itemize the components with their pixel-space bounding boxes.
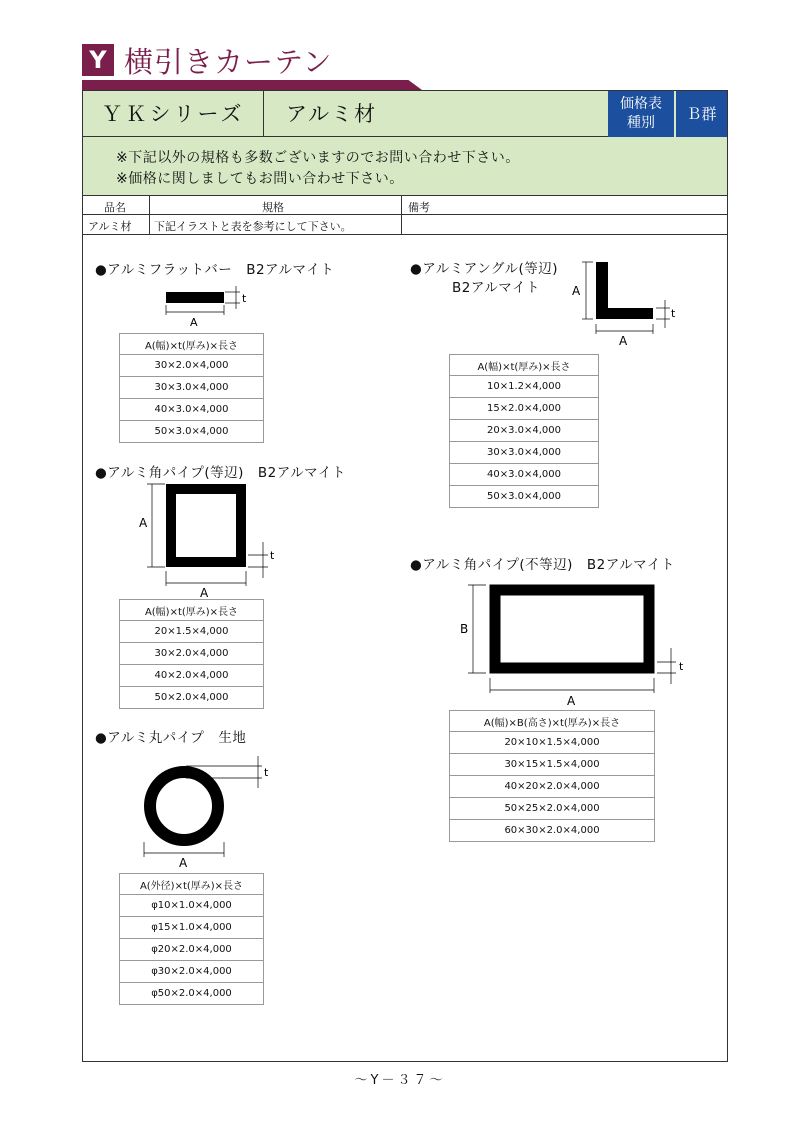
rect-pipe-row: 50×25×2.0×4,000 (450, 798, 655, 820)
flat-bar-row: 50×3.0×4,000 (120, 421, 264, 443)
angle-table (449, 354, 599, 508)
angle-title: ●アルミアングル(等辺) (410, 261, 559, 277)
price-type-badge (608, 91, 674, 137)
round-pipe-shape (150, 772, 218, 840)
note-1: ※下記以外の規格も多数ございますのでお問い合わせ下さい。 (116, 150, 520, 166)
info-table-divider-2 (401, 196, 402, 234)
flat-bar-row: 40×3.0×4,000 (120, 399, 264, 421)
angle-t-label: t (671, 307, 676, 320)
angle-a-side-label: A (572, 284, 581, 298)
page-number: ～Y－３７～ (354, 1073, 446, 1088)
angle-table-header: A(幅)×t(厚み)×長さ (450, 355, 599, 376)
round-pipe-table-header: A(外径)×t(厚み)×長さ (120, 874, 264, 895)
angle-row: 50×3.0×4,000 (450, 486, 599, 508)
info-header-remark: 備考 (408, 201, 430, 214)
angle-row: 10×1.2×4,000 (450, 376, 599, 398)
price-type-line2: 種別 (627, 115, 655, 131)
info-header-name: 品名 (104, 201, 126, 214)
round-pipe-row: φ30×2.0×4,000 (120, 961, 264, 983)
square-pipe-row: 30×2.0×4,000 (120, 643, 264, 665)
square-pipe-table (119, 599, 264, 709)
flat-bar-title: ●アルミフラットバー B2アルマイト (95, 262, 335, 278)
angle-subtitle: B2アルマイト (452, 280, 541, 296)
rect-pipe-diagram (452, 578, 702, 708)
round-pipe-row: φ50×2.0×4,000 (120, 983, 264, 1005)
angle-row: 40×3.0×4,000 (450, 464, 599, 486)
round-pipe-title: ●アルミ丸パイプ 生地 (95, 730, 247, 746)
flat-bar-table-header: A(幅)×t(厚み)×長さ (120, 334, 264, 355)
rect-pipe-row: 60×30×2.0×4,000 (450, 820, 655, 842)
angle-a-label: A (619, 334, 628, 348)
rect-pipe-title: ●アルミ角パイプ(不等辺) B2アルマイト (410, 557, 675, 573)
info-table-divider-1 (149, 196, 150, 234)
rect-pipe-row: 30×15×1.5×4,000 (450, 754, 655, 776)
rect-pipe-row: 20×10×1.5×4,000 (450, 732, 655, 754)
rect-pipe-t-label: t (679, 660, 684, 673)
rect-pipe-b-label: B (460, 622, 469, 636)
round-pipe-a-label: A (179, 856, 188, 870)
rect-pipe-shape (495, 590, 649, 668)
flat-bar-row: 30×2.0×4,000 (120, 355, 264, 377)
round-pipe-table (119, 873, 264, 1005)
rect-pipe-table (449, 710, 655, 842)
square-pipe-row: 20×1.5×4,000 (120, 621, 264, 643)
material-label: アルミ材 (264, 91, 608, 137)
square-pipe-shape (171, 489, 241, 562)
square-pipe-row: 40×2.0×4,000 (120, 665, 264, 687)
angle-row: 20×3.0×4,000 (450, 420, 599, 442)
angle-diagram (568, 258, 688, 353)
rect-pipe-a-label: A (567, 694, 576, 708)
rect-pipe-table-header: A(幅)×B(高さ)×t(厚み)×長さ (450, 711, 655, 732)
price-type-line1: 価格表 (620, 96, 662, 112)
round-pipe-diagram (130, 752, 280, 872)
angle-shape (596, 262, 653, 319)
flat-bar-row: 30×3.0×4,000 (120, 377, 264, 399)
square-pipe-t-label: t (270, 549, 275, 562)
square-pipe-a-label: A (200, 586, 209, 600)
round-pipe-t-label: t (264, 766, 269, 779)
flat-bar-t-label: t (242, 292, 247, 305)
category-badge: Y (82, 44, 114, 76)
info-header-spec: 規格 (262, 201, 284, 214)
round-pipe-row: φ20×2.0×4,000 (120, 939, 264, 961)
rect-pipe-row: 40×20×2.0×4,000 (450, 776, 655, 798)
square-pipe-title: ●アルミ角パイプ(等辺) B2アルマイト (95, 465, 346, 481)
info-spec: 下記イラストと表を参考にして下さい。 (154, 220, 352, 233)
title-underline (82, 80, 422, 90)
group-badge: Ｂ群 (676, 91, 727, 137)
flat-bar-table (119, 333, 264, 443)
info-name: アルミ材 (88, 220, 132, 233)
square-pipe-row: 50×2.0×4,000 (120, 687, 264, 709)
page-title: 横引きカーテン (124, 45, 333, 79)
series-label: ＹＫシリーズ (83, 91, 264, 137)
flat-bar-diagram (158, 283, 258, 329)
angle-row: 30×3.0×4,000 (450, 442, 599, 464)
square-pipe-a-side-label: A (139, 516, 148, 530)
square-pipe-table-header: A(幅)×t(厚み)×長さ (120, 600, 264, 621)
info-table-top (83, 195, 727, 196)
square-pipe-diagram (130, 480, 290, 600)
note-2: ※価格に関しましてもお問い合わせ下さい。 (116, 171, 404, 187)
flat-bar-a-label: A (190, 316, 198, 329)
round-pipe-row: φ15×1.0×4,000 (120, 917, 264, 939)
angle-row: 15×2.0×4,000 (450, 398, 599, 420)
flat-bar-shape (166, 292, 224, 303)
round-pipe-row: φ10×1.0×4,000 (120, 895, 264, 917)
info-table-mid (83, 214, 727, 215)
info-table-bottom (83, 234, 727, 235)
